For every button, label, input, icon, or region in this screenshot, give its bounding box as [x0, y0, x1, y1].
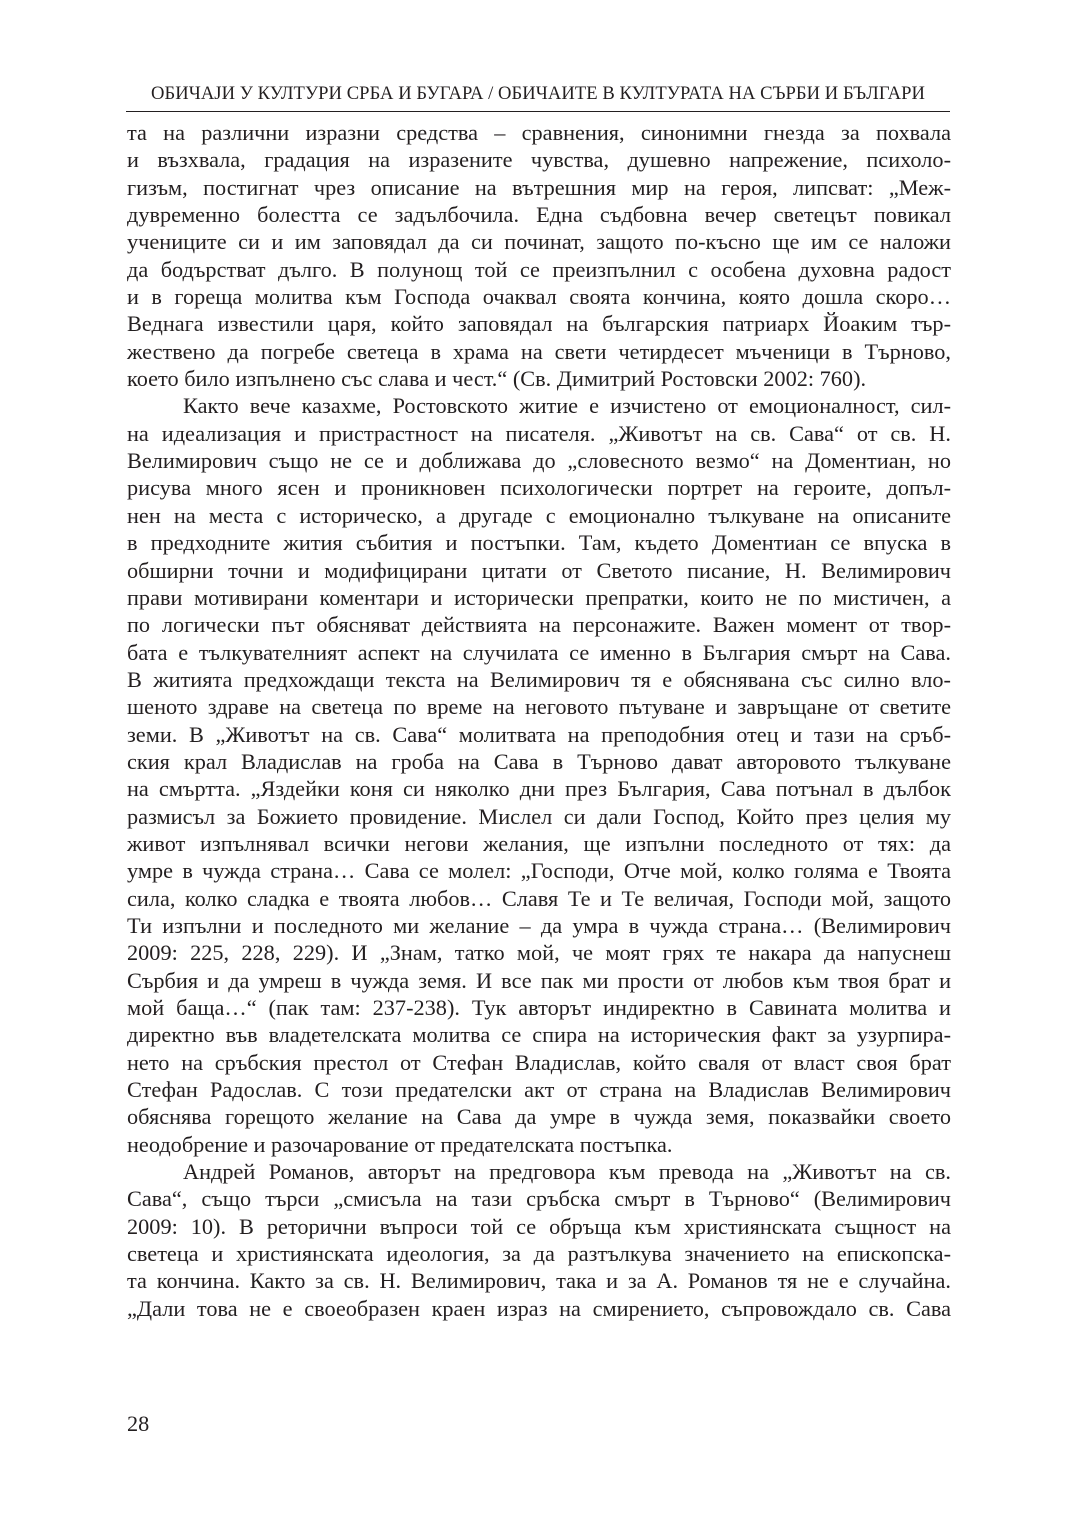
text-line: шеното здраве на светеца по време на неговото пътуване и завръщане от светите: [127, 694, 951, 720]
text-line: земи. В „Животът на св. Сава“ молитвата на преподобния отец и тази на сръб-: [127, 721, 951, 747]
text-line: та кончина. Както за св. Н. Велимирович, така и за А. Романов тя не е случайна.: [127, 1268, 951, 1294]
text-line: Ти изпълни и последното ми желание – да умра в чужда страна… (Велимирович: [127, 912, 951, 938]
text-line: та на различни изразни средства – сравнения, синонимни гнезда за похвала: [127, 120, 951, 145]
text-line: В житията предхождащи текста на Велимирович тя е обяснявана със силно вло-: [127, 666, 951, 692]
text-line: сила, колко сладка е твоята любов… Славя Те и Те величая, Господи мой, защото: [127, 885, 951, 911]
text-line: бата е тълкувателният аспект на случилата се именно в България смърт на Сава.: [127, 639, 951, 665]
text-line: дувременно болестта се задълбочила. Една съдбовна вечер светецът повикал: [127, 202, 951, 228]
text-line: обширни точни и модифицирани цитати от Светото писание, Н. Велимирович: [127, 557, 951, 583]
text-line: Андрей Романов, авторът на предговора към превода на „Животът на св.: [183, 1159, 951, 1185]
text-line: 2009: 10). В реторични въпроси той се обръща към християнската същност на: [127, 1213, 951, 1239]
text-line: и възхвала, градация на изразените чувства, душевно напрежение, психоло-: [127, 147, 951, 173]
text-line: 2009: 225, 228, 229). И „Знам, татко мой, че моят грях те накара да напуснеш: [127, 940, 951, 966]
text-line: светеца и християнската идеология, за да разтълкува значението на епископска-: [127, 1241, 951, 1267]
text-line: по логически път обясняват действията на персонажите. Важен момент от твор-: [127, 612, 951, 638]
text-line: Веднага известили царя, който заповядал на българския патриарх Йоаким тър-: [127, 311, 951, 337]
text-line: Стефан Радослав. С този предателски акт от страна на Владислав Велимирович: [127, 1077, 951, 1103]
text-line: ския крал Владислав на гроба на Сава в Търново дават авторовото тълкуване: [127, 748, 951, 774]
text-line: на идеализация и пристрастност на писателя. „Животът на св. Сава“ от св. Н.: [127, 420, 951, 446]
text-line: прави мотивирани коментари и исторически препратки, които не по мистичен, а: [127, 584, 951, 610]
text-line: на смъртта. „Яздейки коня си няколко дни през България, Сава потънал в дълбок: [127, 776, 951, 802]
text-line: нето на сръбския престол от Стефан Владислав, който сваля от власт своя брат: [127, 1049, 951, 1075]
text-line: жествено да погребе светеца в храма на свети четирдесет мъченици в Търново,: [127, 338, 951, 364]
text-line: обяснява горещото желание на Сава да умре в чужда земя, показвайки своето: [127, 1104, 951, 1130]
text-line: нен на места с историческо, а другаде с емоционално тълкуване на описаните: [127, 502, 951, 528]
text-line: Сава“, също търси „смисъла на тази сръбска смърт в Търново“ (Велимирович: [127, 1186, 951, 1212]
text-line: и в гореща молитва към Господа очаквал своята кончина, която дошла скоро…: [127, 284, 951, 310]
text-line: Както вече казахме, Ростовското житие е изчистено от емоционалност, сил-: [183, 393, 951, 419]
text-line: размисъл за Божието провидение. Мислел си дали Господ, Който през целия му: [127, 803, 951, 829]
text-line: да бодърстват дълго. В полунощ той се преизпълнил с особена духовна радост: [127, 256, 951, 282]
text-line: живот изпълнявал всички негови желания, ще изпълни последното от тях: да: [127, 830, 951, 856]
text-line: учениците си и им заповядал да си починат, защото по-късно ще им се наложи: [127, 229, 951, 255]
text-line: неодобрение и разочарование от предателската постъпка.: [127, 1131, 673, 1157]
text-line: рисува много ясен и проникновен психологически портрет на героите, допъл-: [127, 475, 951, 501]
text-line: „Дали това не е своеобразен краен израз на смирението, съпровождало св. Сава: [127, 1295, 951, 1321]
text-line: директно във владетелската молитва се спира на историческия факт за узурпира-: [127, 1022, 951, 1048]
text-line: умре в чужда страна… Сава се молел: „Господи, Отче мой, колко голяма е Твоята: [127, 858, 951, 884]
text-line: гизъм, постигнат чрез описание на вътрешния мир на героя, липсват: „Меж-: [127, 174, 951, 200]
text-line: мой баща…“ (пак там: 237-238). Тук авторът индиректно в Савината молитва и: [127, 995, 951, 1020]
running-header: ОБИЧАЈИ У КУЛТУРИ СРБА И БУГАРА / ОБИЧАИТЕ В КУЛТУРАТА НА СЪРБИ И БЪЛГАРИ: [151, 83, 925, 104]
page-body: [127, 119, 951, 1322]
header-rule: [126, 111, 950, 112]
text-line: Сърбия и да умреш в чужда земя. И все пак ми прости от любов към твоя брат и: [127, 967, 951, 993]
text-line: в предходните жития събития и постъпки. Там, където Доментиан се впуска в: [127, 530, 951, 556]
text-line: Велимирович също не се и доближава до „словесното везмо“ на Доментиан, но: [127, 448, 951, 474]
text-line: което било изпълнено със слава и чест.“ (Св. Димитрий Ростовски 2002: 760).: [127, 366, 867, 392]
page-number: 28: [127, 1411, 150, 1436]
